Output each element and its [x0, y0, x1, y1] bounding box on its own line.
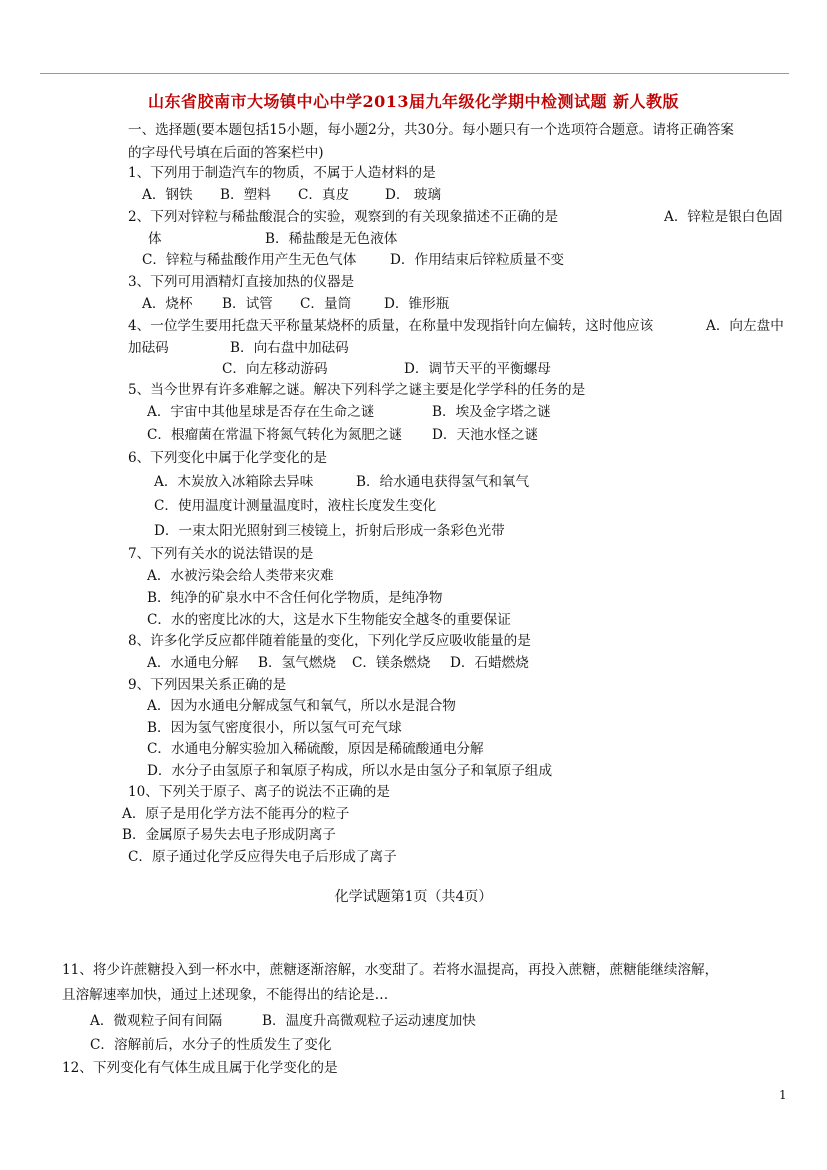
option: A．微观粒子间有间隔: [90, 1013, 223, 1029]
question-stem: 3、下列可用酒精灯直接加热的仪器是: [128, 274, 355, 290]
question-stem: 10、下列关于原子、离子的说法不正确的是: [128, 784, 390, 800]
section-heading: 一、选择题(要本题包括15小题，每小题2分，共30分。每小题只有一个选项符合题意。请将正确答案: [128, 122, 734, 138]
question-stem: 4、一位学生要用托盘天平称量某烧杯的质量，在称量中发现指针向左偏转，这时他应该: [128, 318, 654, 334]
option: A．向左盘中: [706, 318, 784, 334]
section-heading-cont: 的字母代号填在后面的答案栏中): [128, 145, 324, 161]
page-number: 1: [779, 1088, 787, 1102]
question-stem: 7、下列有关水的说法错误的是: [128, 546, 314, 562]
option: D．一束太阳光照射到三棱镜上，折射后形成一条彩色光带: [154, 523, 505, 539]
option: B．埃及金字塔之谜: [432, 404, 551, 420]
question-stem: 12、下列变化有气体生成且属于化学变化的是: [62, 1060, 338, 1076]
question-stem: 11、将少许蔗糖投入到一杯水中，蔗糖逐渐溶解，水变甜了。若将水温提高，再投入蔗糖，蔗糖能继续溶解，: [62, 962, 719, 978]
question-stem: 5、当今世界有许多难解之谜。解决下列科学之谜主要是化学学科的任务的是: [128, 382, 586, 398]
question-stem: 6、下列变化中属于化学变化的是: [128, 450, 327, 466]
page-footer: 化学试题第1页（共4页）: [334, 889, 493, 905]
option: A．宇宙中其他星球是否存在生命之谜: [147, 404, 375, 420]
option: C．锌粒与稀盐酸作用产生无色气体: [142, 252, 357, 268]
option: A．烧杯: [142, 296, 193, 312]
option: A．因为水通电分解成氢气和氧气，所以水是混合物: [147, 698, 456, 714]
option: B．试管: [222, 296, 273, 312]
option-cont: 体: [148, 231, 162, 247]
option: C．向左移动游码: [222, 361, 328, 377]
question-stem: 1、下列用于制造汽车的物质，不属于人造材料的是: [128, 165, 436, 181]
option: C．使用温度计测量温度时，液柱长度发生变化: [154, 498, 437, 514]
option: C．量筒: [300, 296, 352, 312]
question-stem: 2、下列对锌粒与稀盐酸混合的实验，观察到的有关现象描述不正确的是: [128, 209, 559, 225]
option: C．真皮: [298, 187, 350, 203]
option: B．金属原子易失去电子形成阴离子: [122, 827, 336, 843]
question-stem: 8、许多化学反应都伴随着能量的变化，下列化学反应吸收能量的是: [128, 633, 531, 649]
option: B．因为氢气密度很小，所以氢气可充气球: [147, 720, 402, 736]
option: B．向右盘中加砝码: [230, 340, 349, 356]
option: B．温度升高微观粒子运动速度加快: [262, 1013, 476, 1029]
option: B．给水通电获得氢气和氧气: [356, 474, 530, 490]
option: D．石蜡燃烧: [450, 655, 529, 671]
question-stem: 9、下列因果关系正确的是: [128, 677, 287, 693]
option: B．纯净的矿泉水中不含任何化学物质，是纯净物: [147, 590, 443, 606]
option: D．水分子由氢原子和氧原子构成，所以水是由氢分子和氧原子组成: [147, 763, 553, 779]
option: A．水通电分解: [147, 655, 239, 671]
option-cont: 加砝码: [128, 340, 169, 356]
option: C．原子通过化学反应得失电子后形成了离子: [128, 849, 397, 865]
option: B．稀盐酸是无色液体: [265, 231, 398, 247]
option: A．木炭放入冰箱除去异味: [154, 474, 314, 490]
option: A．钢铁: [142, 187, 193, 203]
option: A．水被污染会给人类带来灾难: [147, 568, 334, 584]
option: D． 玻璃: [385, 187, 442, 203]
option: D．作用结束后锌粒质量不变: [390, 252, 565, 268]
option: D．调节天平的平衡螺母: [404, 361, 551, 377]
option: C．溶解前后，水分子的性质发生了变化: [90, 1037, 332, 1053]
option: C．水的密度比冰的大，这是水下生物能安全越冬的重要保证: [147, 612, 511, 628]
option: D．锥形瓶: [384, 296, 450, 312]
question-stem-cont: 且溶解速率加快，通过上述现象，不能得出的结论是…: [62, 987, 389, 1003]
option: D．天池水怪之谜: [432, 427, 539, 443]
header-rule: [40, 73, 789, 74]
option: B．塑料: [220, 187, 271, 203]
option: C．水通电分解实验加入稀硫酸，原因是稀硫酸通电分解: [147, 741, 484, 757]
option: B．氢气燃烧: [258, 655, 336, 671]
option: C．镁条燃烧: [352, 655, 431, 671]
option: A．锌粒是银白色固: [664, 209, 783, 225]
option: A．原子是用化学方法不能再分的粒子: [122, 806, 350, 822]
option: C．根瘤菌在常温下将氮气转化为氮肥之谜: [147, 427, 403, 443]
exam-title: 山东省胶南市大场镇中心中学2013届九年级化学期中检测试题 新人教版: [147, 92, 680, 111]
